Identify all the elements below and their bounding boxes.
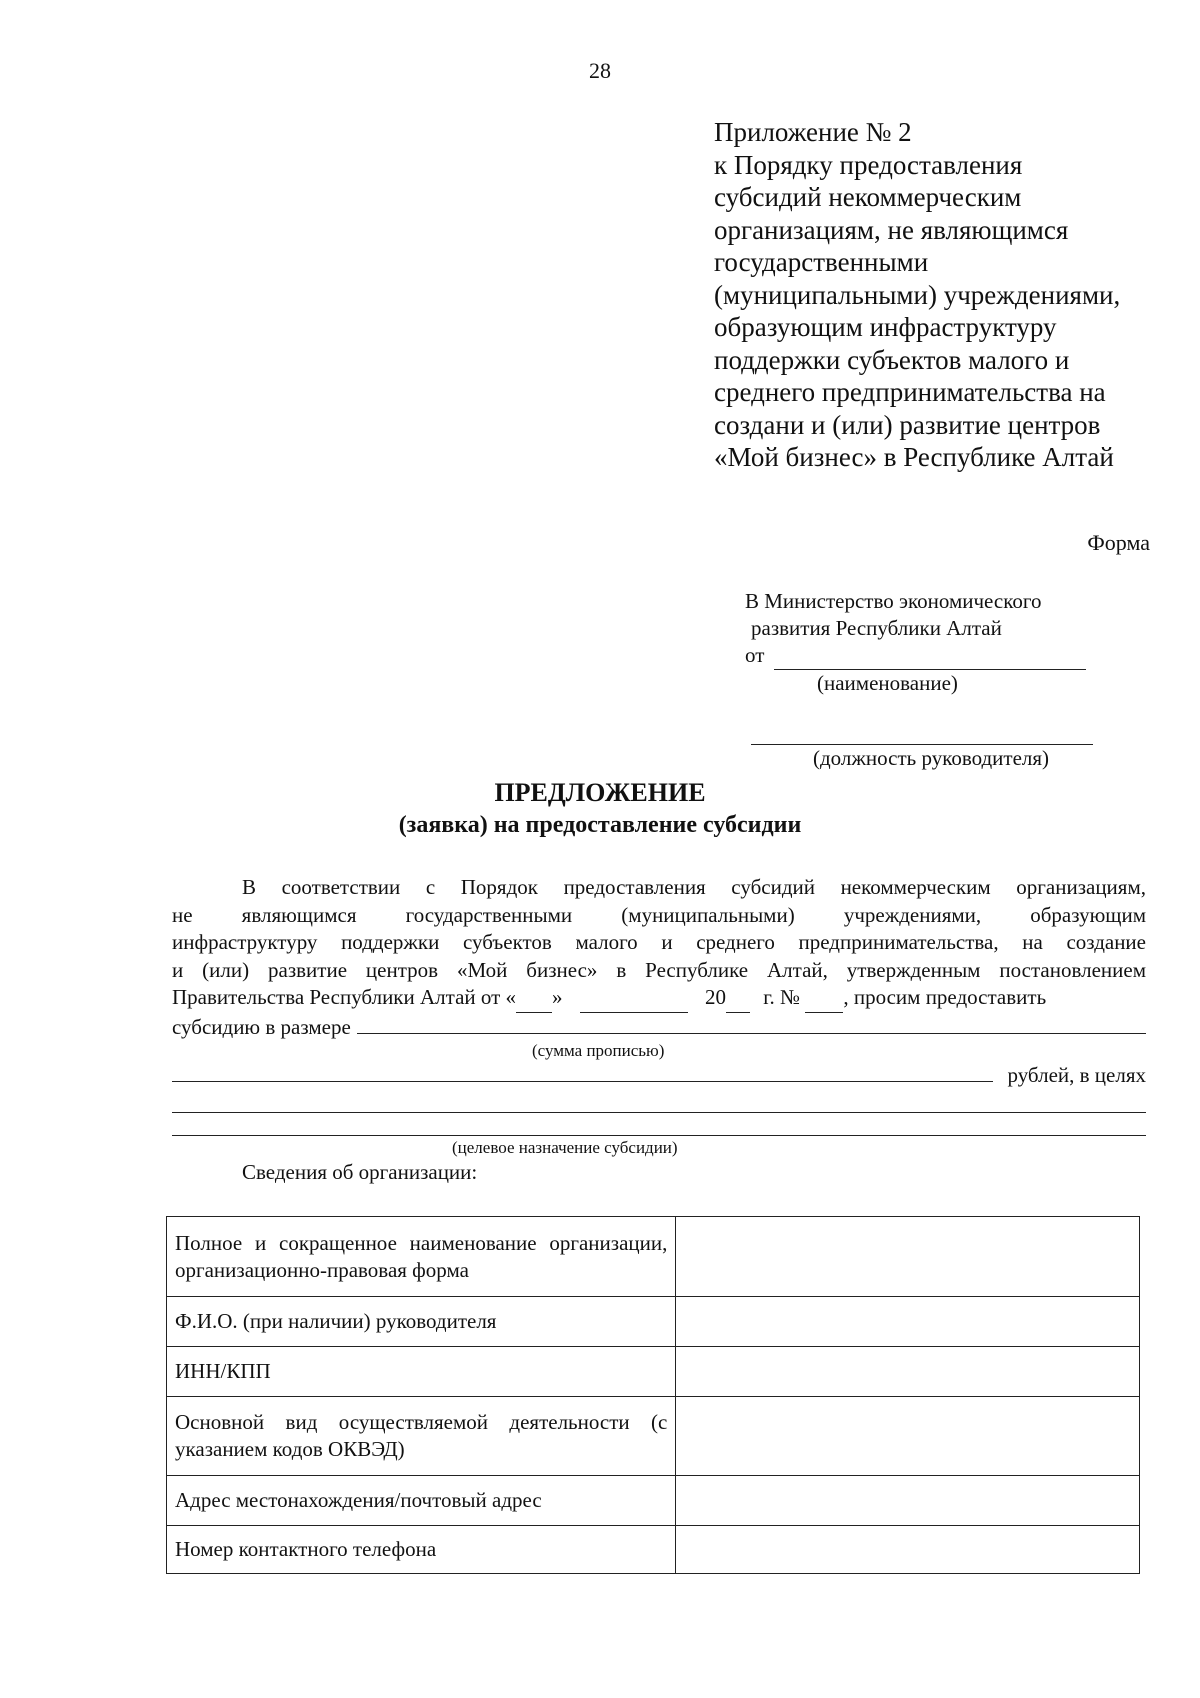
appendix-line: государственными [714,247,929,277]
table-row-label: Ф.И.О. (при наличии) руководителя [167,1297,676,1347]
table-row-value[interactable] [676,1347,1140,1397]
body-line: В соответствии с Порядок предоставления субсидий некоммерческим организациям, [242,875,1146,899]
head-position-field[interactable] [751,717,1093,745]
appendix-line: поддержки субъектов малого и [714,344,1070,375]
appendix-line: среднего предпринимательства на [714,377,1106,407]
appendix-line: субсидий некоммерческим [714,182,1022,212]
amount-continuation-field[interactable] [172,1061,993,1082]
organization-name-field[interactable] [774,642,1086,670]
from-label: от [745,643,765,667]
table-row-label: ИНН/КПП [167,1347,676,1397]
amount-caption: (сумма прописью) [532,1041,665,1060]
appendix-line: образующим инфраструктуру [714,312,1057,342]
resolution-intro: Правительства Республики Алтай от « [172,985,517,1009]
appendix-line: (муниципальными) учреждениями, [714,279,1121,310]
body-line: не являющимся государственными (муниципальными) учреждениями, образующим [172,902,1146,927]
table-row-label: Основной вид осуществляемой деятельности (с указанием кодов ОКВЭД) [167,1397,676,1476]
quote-close: » [552,985,563,1009]
org-info-label: Сведения об организации: [242,1159,478,1184]
position-caption: (должность руководителя) [813,746,1050,770]
body-line: инфраструктуру поддержки субъектов малого и среднего предпринимательства, на создание [172,930,1146,954]
amount-row [172,1013,1146,1042]
table-row [167,1347,1140,1397]
resolution-month-field[interactable] [580,984,688,1013]
addressee-from-row [745,642,1095,670]
appendix-header [714,116,1120,474]
table-row-label: Адрес местонахождения/почтовый адрес [167,1476,676,1526]
table-row-value[interactable] [676,1476,1140,1526]
year-prefix: 20 [705,985,727,1009]
resolution-day-field[interactable] [516,984,552,1013]
purpose-field-line-1[interactable] [172,1090,1146,1113]
form-label: Форма [1087,530,1150,555]
body-line-date [172,984,1146,1013]
appendix-line: «Мой бизнес» в Республике Алтай [714,442,1114,472]
table-row [167,1476,1140,1526]
table-row [167,1526,1140,1574]
document-subtitle: (заявка) на предоставление субсидии [398,812,802,838]
number-label: г. № [763,985,801,1009]
table-row-value[interactable] [676,1397,1140,1476]
addressee-line-1: В Министерство экономического [745,589,1042,613]
document-title: ПРЕДЛОЖЕНИЕ [494,778,706,807]
appendix-line: организациям, не являющимся [714,214,1069,245]
position-field-row [745,717,1095,745]
purpose-caption: (целевое назначение субсидии) [452,1137,678,1157]
application-body [172,874,1146,1184]
appendix-line: создани и (или) развитие центров [714,409,1101,440]
body-line: и (или) развитие центров «Мой бизнес» в Республике Алтай, утвержденным постановлением [172,957,1146,982]
rubles-label: рублей, в целях [1007,1063,1146,1087]
resolution-year-field[interactable] [726,984,750,1013]
table-row-label: Номер контактного телефона [167,1526,676,1574]
addressee-line-2: развития Республики Алтай [751,616,1002,640]
table-row [167,1397,1140,1476]
rubles-row [172,1061,1146,1090]
appendix-line: Приложение № 2 [714,117,912,147]
appendix-line: к Порядку предоставления [714,149,1023,180]
organization-info-table [166,1216,1140,1574]
page-number: 28 [589,58,611,83]
table-row-value[interactable] [676,1526,1140,1574]
table-row [167,1297,1140,1347]
name-caption: (наименование) [817,671,958,695]
amount-in-words-field[interactable] [357,1013,1146,1034]
resolution-number-field[interactable] [805,984,843,1013]
table-row-value[interactable] [676,1297,1140,1347]
request-text: , просим предоставить [843,985,1047,1009]
addressee-spacer [745,697,1095,717]
amount-label: субсидию в размере [172,1014,351,1039]
purpose-field-line-2[interactable] [172,1113,1146,1136]
table-row-value[interactable] [676,1217,1140,1297]
addressee-block [745,588,1095,772]
table-row [167,1217,1140,1297]
date-row-left [172,984,1046,1013]
table-row-label: Полное и сокращенное наименование организации, организационно-правовая форма [167,1217,676,1297]
